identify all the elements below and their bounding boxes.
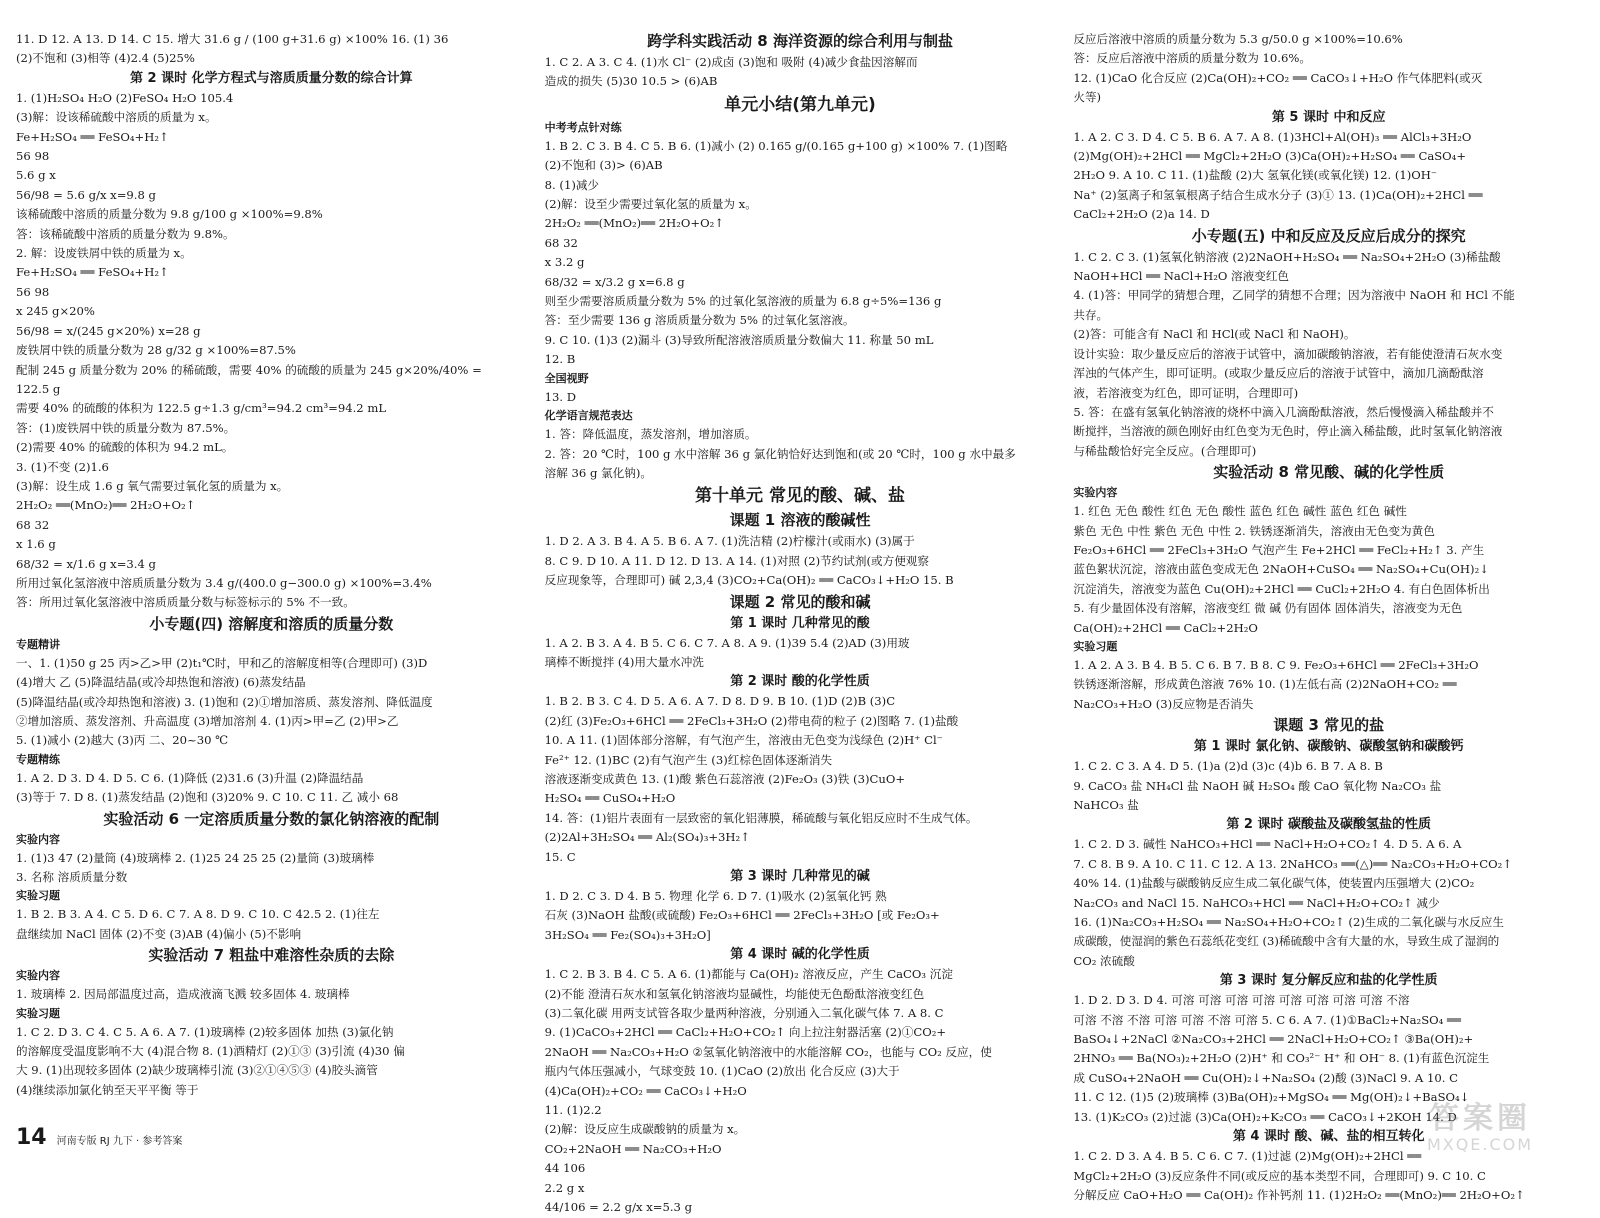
answer-line: 配制 245 g 质量分数为 20% 的稀硫酸，需要 40% 的硫酸的质量为 245 g×20%/40% =: [16, 362, 482, 377]
answer-line: 成 CuSO₄+2NaOH ══ Cu(OH)₂↓+Na₂SO₄ (2)酸 (3)NaCl 9. A 10. C: [1073, 1070, 1458, 1085]
answer-line: 废铁屑中铁的质量分数为 28 g/32 g ×100%=87.5%: [16, 343, 296, 358]
answer-line: 9. (1)CaCO₃+2HCl ══ CaCl₂+H₂O+CO₂↑ 向上拉注射器活塞 (2)①CO₂+: [544, 1025, 947, 1040]
subsection-label: 实验内容: [16, 832, 60, 846]
answer-line: 成碳酸，使湿润的紫色石蕊纸花变红 (3)稀硫酸中含有大量的水，导致生成了湿润的: [1073, 934, 1500, 949]
answer-line: (2)解：设反应生成碳酸钠的质量为 x。: [544, 1122, 746, 1137]
answer-line: 1. A 2. A 3. B 4. B 5. C 6. B 7. B 8. C 9. Fe₂O₃+6HCl ══ 2FeCl₃+3H₂O: [1073, 657, 1479, 672]
subsection-label: 中考考点针对练: [544, 120, 622, 134]
section-heading: 课题 1 溶液的酸碱性: [729, 511, 871, 530]
answer-line: 则至少需要溶质质量分数为 5% 的过氧化氢溶液的质量为 6.8 g÷5%=136 g: [544, 294, 942, 309]
page-number: 14: [16, 1125, 47, 1150]
answer-line: CO₂+2NaOH ══ Na₂CO₃+H₂O: [544, 1141, 722, 1156]
subsection-label: 实验习题: [16, 889, 60, 903]
answer-line: 68 32: [544, 235, 578, 250]
answer-line: 浑浊的气体产生，即可证明。(或取少量反应后的溶液于试管中，滴加几滴酚酞溶: [1073, 366, 1484, 381]
watermark-text: 答案圈: [1429, 1100, 1531, 1136]
answer-line: CO₂ 浓硫酸: [1073, 953, 1135, 968]
answer-line: 液，若溶液变为红色，即可证明，合理即可): [1073, 385, 1299, 400]
section-heading: 课题 2 常见的酸和碱: [729, 592, 871, 611]
answer-line: (2)2Al+3H₂SO₄ ══ Al₂(SO₄)₃+3H₂↑: [544, 830, 750, 845]
answer-line: 68/32 = x/1.6 g x=3.4 g: [16, 556, 156, 571]
answer-line: BaSO₄↓+2NaCl ②Na₂CO₃+2HCl ══ 2NaCl+H₂O+CO₂↑ ③Ba(OH)₂+: [1073, 1032, 1474, 1047]
subsection-label: 化学语言规范表达: [544, 409, 633, 423]
answer-line: (4)继续添加氯化钠至天平平衡 等于: [16, 1082, 199, 1097]
answer-line: (2)红 (3)Fe₂O₃+6HCl ══ 2FeCl₃+3H₂O (2)带电荷的粒子 (2)图略 7. (1)盐酸: [544, 713, 959, 728]
answer-line: 一、1. (1)50 g 25 丙>乙>甲 (2)t₁℃时，甲和乙的溶解度相等(合理即可) (3)D: [16, 655, 428, 670]
answer-line: 2NaOH ══ Na₂CO₃+H₂O ②氢氧化钠溶液中的水能溶解 CO₂，也能与 CO₂ 反应，使: [544, 1044, 992, 1059]
answer-line: Ca(OH)₂+2HCl ══ CaCl₂+2H₂O: [1073, 620, 1258, 635]
column-left: [16, 30, 527, 1167]
answer-line: 14. 答：(1)铝片表面有一层致密的氧化铝薄膜，稀硫酸与氧化铝反应时不生成气体。: [544, 810, 978, 825]
answer-line: 68 32: [16, 517, 50, 532]
answer-line: 答：该稀硫酸中溶质的质量分数为 9.8%。: [16, 226, 235, 241]
answer-line: (5)降温结晶(或冷却热饱和溶液) 3. (1)饱和 (2)①增加溶质、蒸发溶剂、降低温度: [16, 694, 433, 709]
section-heading: 小专题(四) 溶解度和溶质的质量分数: [149, 614, 394, 633]
answer-line: (2)不饱和 (3)> (6)AB: [544, 158, 663, 173]
answer-line: (3)等于 7. D 8. (1)蒸发结晶 (2)饱和 (3)20% 9. C 10. C 11. 乙 减小 68: [16, 790, 399, 805]
answer-line: 瓶内气体压强减小，气球变鼓 10. (1)CaO (2)放出 化合反应 (3)大于: [544, 1064, 900, 1079]
answer-line: 56/98 = 5.6 g/x x=9.8 g: [16, 187, 156, 202]
answer-line: (3)解：设生成 1.6 g 氧气需要过氧化氢的质量为 x。: [16, 478, 289, 493]
answer-line: 8. C 9. D 10. A 11. D 12. D 13. A 14. (1)对照 (2)节约试剂(或方便观察: [544, 553, 929, 568]
answer-line: 40% 14. (1)盐酸与碳酸钠反应生成二氧化碳气体，使装置内压强增大 (2)CO₂: [1073, 876, 1475, 891]
answer-line: 11. C 12. (1)5 (2)玻璃棒 (3)Ba(OH)₂+MgSO₄ ══ Mg(OH)₂↓+BaSO₄↓: [1073, 1090, 1470, 1105]
answer-line: 1. C 2. B 3. B 4. C 5. A 6. (1)都能与 Ca(OH)₂ 溶液反应，产生 CaCO₃ 沉淀: [544, 967, 953, 982]
answer-line: 56 98: [16, 284, 50, 299]
lesson-heading: 第 2 课时 化学方程式与溶质质量分数的综合计算: [130, 70, 413, 86]
subsection-label: 专题精讲: [16, 637, 60, 651]
answer-line: 大 9. (1)出现较多固体 (2)缺少玻璃棒引流 (3)②①④⑤③ (4)胶头滴管: [16, 1063, 378, 1078]
section-heading: 课题 3 常见的盐: [1273, 716, 1385, 735]
subsection-label: 专题精练: [16, 752, 60, 766]
answer-line: 2. 解：设废铁屑中铁的质量为 x。: [16, 246, 192, 261]
answer-line: NaOH+HCl ══ NaCl+H₂O 溶液变红色: [1073, 269, 1290, 284]
answer-line: 3H₂SO₄ ══ Fe₂(SO₄)₃+3H₂O]: [544, 927, 711, 942]
answer-line: ②增加溶质、蒸发溶剂、升高温度 (3)增加溶剂 4. (1)丙>甲=乙 (2)甲>乙: [16, 714, 399, 728]
answer-line: 共存。: [1073, 307, 1109, 322]
answer-line: 1. A 2. B 3. A 4. B 5. C 6. C 7. A 8. A 9. (1)39 5.4 (2)AD (3)用玻: [544, 635, 910, 650]
answer-line: 1. A 2. C 3. D 4. C 5. B 6. A 7. A 8. (1)3HCl+Al(OH)₃ ══ AlCl₃+3H₂O: [1073, 129, 1472, 144]
answer-line: 1. D 2. D 3. D 4. 可溶 可溶 可溶 可溶 可溶 可溶 可溶 可溶 不溶: [1073, 993, 1410, 1008]
column-right: [1073, 30, 1584, 1202]
answer-line: 答：反应后溶液中溶质的质量分数为 10.6%。: [1073, 51, 1311, 66]
answer-line: (2)不饱和 (3)相等 (4)2.4 (5)25%: [16, 51, 195, 66]
answer-line: 反应后溶液中溶质的质量分数为 5.3 g/50.0 g ×100%=10.6%: [1073, 32, 1403, 46]
answer-line: H₂SO₄ ══ CuSO₄+H₂O: [544, 791, 676, 806]
answer-line: 9. CaCO₃ 盐 NH₄Cl 盐 NaOH 碱 H₂SO₄ 酸 CaO 氧化物 Na₂CO₃ 盐: [1073, 778, 1442, 793]
answer-line: NaHCO₃ 盐: [1073, 798, 1139, 812]
lesson-heading: 第 2 课时 酸的化学性质: [730, 674, 870, 690]
answer-line: 可溶 不溶 不溶 可溶 可溶 不溶 可溶 5. C 6. A 7. (1)①BaCl₂+Na₂SO₄ ══: [1073, 1012, 1461, 1027]
answer-line: CaCl₂+2H₂O (2)a 14. D: [1073, 207, 1210, 222]
section-heading: 第十单元 常见的酸、碱、盐: [695, 486, 905, 507]
answer-line: 13. D: [544, 389, 577, 404]
answer-line: 5. 答：在盛有氢氧化钠溶液的烧杯中滴入几滴酚酞溶液，然后慢慢滴入稀盐酸并不: [1073, 404, 1494, 419]
answer-line: 1. D 2. A 3. B 4. A 5. B 6. A 7. (1)洗洁精 (2)柠檬汁(或雨水) (3)属于: [544, 534, 915, 549]
answer-line: Na₂CO₃ and NaCl 15. NaHCO₃+HCl ══ NaCl+H₂O+CO₂↑ 减少: [1073, 895, 1440, 910]
lesson-heading: 第 3 课时 几种常见的碱: [730, 869, 870, 884]
answer-line: 1. (1)H₂SO₄ H₂O (2)FeSO₄ H₂O 105.4: [16, 90, 234, 105]
answer-line: 10. A 11. (1)固体部分溶解，有气泡产生，溶液由无色变为浅绿色 (2)H⁺ Cl⁻: [544, 733, 943, 748]
subsection-label: 全国视野: [544, 371, 589, 385]
answer-line: 5. (1)减小 (2)越大 (3)丙 二、20~30 ℃: [16, 733, 229, 748]
lesson-heading: 第 5 课时 中和反应: [1271, 109, 1386, 125]
answer-line: 1. B 2. C 3. B 4. C 5. B 6. (1)减小 (2) 0.165 g/(0.165 g+100 g) ×100% 7. (1)图略: [544, 138, 1008, 153]
answer-line: 1. C 2. C 3. A 4. D 5. (1)a (2)d (3)c (4)b 6. B 7. A 8. B: [1073, 759, 1383, 774]
section-heading: 实验活动 7 粗盐中难溶性杂质的去除: [148, 946, 395, 965]
answer-line: 1. (1)3 47 (2)量筒 (4)玻璃棒 2. (1)25 24 25 25 (2)量筒 (3)玻璃棒: [16, 850, 375, 865]
answer-line: 答：(1)废铁屑中铁的质量分数为 87.5%。: [16, 420, 236, 435]
answer-line: Fe+H₂SO₄ ══ FeSO₄+H₂↑: [16, 265, 169, 280]
lesson-heading: 第 1 课时 氯化钠、碳酸钠、碳酸氢钠和碳酸钙: [1193, 739, 1464, 755]
answer-line: 15. C: [544, 849, 576, 864]
answer-line: (4)增大 乙 (5)降温结晶(或冷却热饱和溶液) (6)蒸发结晶: [16, 675, 306, 690]
answer-line: 1. C 2. A 3. C 4. (1)水 Cl⁻ (2)成卤 (3)饱和 吸附 (4)减少食盐因溶解而: [544, 55, 918, 69]
answer-line: 3. (1)不变 (2)1.6: [16, 459, 109, 474]
answer-line: 蓝色絮状沉淀，溶液由蓝色变成无色 2NaOH+CuSO₄ ══ Na₂SO₄+Cu(OH)₂↓: [1073, 562, 1489, 577]
answer-line: 1. C 2. D 3. C 4. C 5. A 6. A 7. (1)玻璃棒 (2)较多固体 加热 (3)氯化钠: [16, 1024, 394, 1039]
answer-line: (4)Ca(OH)₂+CO₂ ══ CaCO₃↓+H₂O: [544, 1083, 747, 1098]
answer-line: 1. C 2. D 3. A 4. B 5. C 6. C 7. (1)过滤 (2)Mg(OH)₂+2HCl ══: [1073, 1149, 1422, 1164]
answer-line: Na⁺ (2)氢离子和氢氧根离子结合生成水分子 (3)① 13. (1)Ca(OH)₂+2HCl ══: [1073, 187, 1483, 202]
answer-line: 2.2 g x: [544, 1180, 585, 1195]
answer-line: Fe₂O₃+6HCl ══ 2FeCl₃+3H₂O 气泡产生 Fe+2HCl ══ FeCl₂+H₂↑ 3. 产生: [1073, 542, 1485, 557]
answer-line: x 3.2 g: [544, 255, 585, 270]
answer-line: 铁锈逐渐溶解，形成黄色溶液 76% 10. (1)左低右高 (2)2NaOH+CO₂ ══: [1073, 677, 1457, 692]
answer-line: 断搅拌，当溶液的颜色刚好由红色变为无色时，停止滴入稀盐酸，此时氢氧化钠溶液: [1073, 424, 1503, 439]
answer-line: 9. C 10. (1)3 (2)漏斗 (3)导致所配溶液溶质质量分数偏大 11. 称量 50 mL: [544, 332, 934, 347]
section-heading: 跨学科实践活动 8 海洋资源的综合利用与制盐: [647, 32, 953, 50]
watermark-logo: [1380, 1099, 1580, 1157]
answer-line: x 245 g×20%: [16, 304, 95, 319]
answer-line: 1. C 2. C 3. (1)氢氧化钠溶液 (2)2NaOH+H₂SO₄ ══ Na₂SO₄+2H₂O (3)稀盐酸: [1073, 249, 1501, 264]
subsection-label: 实验习题: [1073, 639, 1118, 653]
answer-line: 12. B: [544, 352, 576, 367]
answer-line: (2)答：可能含有 NaCl 和 HCl(或 NaCl 和 NaOH)。: [1073, 327, 1356, 342]
answer-line: 答：所用过氧化氢溶液中溶质质量分数与标签标示的 5% 不一致。: [16, 595, 355, 610]
answer-line: 56/98 = x/(245 g×20%) x=28 g: [16, 323, 201, 338]
answer-line: 沉淀消失，溶液变为蓝色 Cu(OH)₂+2HCl ══ CuCl₂+2H₂O 4. 有白色固体析出: [1073, 581, 1490, 596]
answer-line: 反应现象等，合理即可) 碱 2,3,4 (3)CO₂+Ca(OH)₂ ══ CaCO₃↓+H₂O 15. B: [544, 573, 954, 588]
answer-line: 设计实验：取少量反应后的溶液于试管中，滴加碳酸钠溶液，若有能使澄清石灰水变: [1073, 346, 1503, 361]
answer-line: 5.6 g x: [16, 168, 56, 183]
answer-line: (2)解：设至少需要过氧化氢的质量为 x。: [544, 197, 757, 212]
answer-line: 2H₂O 9. A 10. C 11. (1)盐酸 (2)大 氢氧化镁(或氧化镁) 12. (1)OH⁻: [1073, 168, 1438, 183]
answer-line: 11. D 12. A 13. D 14. C 15. 增大 31.6 g / (100 g+31.6 g) ×100% 16. (1) 36: [16, 32, 449, 46]
section-heading: 实验活动 6 一定溶质质量分数的氯化钠溶液的配制: [103, 809, 440, 828]
lesson-heading: 第 4 课时 碱的化学性质: [730, 947, 870, 963]
answer-line: 溶解 36 g 氯化钠)。: [544, 465, 652, 480]
answer-line: (2)Mg(OH)₂+2HCl ══ MgCl₂+2H₂O (3)Ca(OH)₂+H₂SO₄ ══ CaSO₄+: [1073, 149, 1467, 164]
answer-line: 1. 玻璃棒 2. 因局部温度过高，造成液滴飞溅 较多固体 4. 玻璃棒: [16, 987, 350, 1002]
answer-line: 2H₂O₂ ══(MnO₂)══ 2H₂O+O₂↑: [544, 216, 725, 231]
answer-line: 56 98: [16, 149, 50, 164]
lesson-heading: 第 2 课时 碳酸盐及碳酸氢盐的性质: [1226, 817, 1431, 833]
answer-line: 3. 名称 溶质质量分数: [16, 870, 128, 885]
answer-line: 分解反应 CaO+H₂O ══ Ca(OH)₂ 作补钙剂 11. (1)2H₂O₂ ══(MnO₂)══ 2H₂O+O₂↑: [1073, 1187, 1525, 1202]
subsection-label: 实验内容: [16, 969, 60, 983]
answer-line: Fe+H₂SO₄ ══ FeSO₄+H₂↑: [16, 129, 169, 144]
answer-line: 8. (1)减少: [544, 177, 600, 192]
page-footer: [16, 1127, 182, 1149]
answer-line: 12. (1)CaO 化合反应 (2)Ca(OH)₂+CO₂ ══ CaCO₃↓+H₂O 作气体肥料(或灭: [1073, 70, 1483, 85]
subsection-label: 实验内容: [1073, 486, 1118, 500]
answer-line: 68/32 = x/3.2 g x=6.8 g: [544, 274, 685, 289]
answer-line: 与稀盐酸恰好完全反应。(合理即可): [1073, 443, 1257, 458]
answer-line: (3)二氧化碳 用两支试管各取少量两种溶液，分别通入二氧化碳气体 7. A 8. C: [544, 1006, 944, 1021]
lesson-heading: 第 3 课时 复分解反应和盐的化学性质: [1219, 973, 1438, 989]
answer-line: 答：至少需要 136 g 溶质质量分数为 5% 的过氧化氢溶液。: [544, 313, 855, 328]
answer-line: 紫色 无色 中性 紫色 无色 中性 2. 铁锈逐渐消失，溶液由无色变为黄色: [1073, 523, 1435, 538]
answer-line: 1. B 2. B 3. A 4. C 5. D 6. C 7. A 8. D 9. C 10. C 42.5 2. (1)往左: [16, 907, 380, 922]
answer-line: 溶液逐渐变成黄色 13. (1)酸 紫色石蕊溶液 (2)Fe₂O₃ (3)铁 (3)CuO+: [544, 771, 906, 786]
footer-label: 河南专版 RJ 九下 · 参考答案: [56, 1136, 183, 1147]
answer-line: 5. 有少量固体没有溶解，溶液变红 微 碱 仍有固体 固体消失，溶液变为无色: [1073, 601, 1463, 616]
answer-line: 1. C 2. D 3. 碱性 NaHCO₃+HCl ══ NaCl+H₂O+CO₂↑ 4. D 5. A 6. A: [1073, 837, 1462, 852]
answer-line: 44 106: [544, 1161, 586, 1176]
answer-line: 2H₂O₂ ══(MnO₂)══ 2H₂O+O₂↑: [16, 498, 196, 513]
answer-line: 13. (1)K₂CO₃ (2)过滤 (3)Ca(OH)₂+K₂CO₃ ══ CaCO₃↓+2KOH 14. D: [1073, 1109, 1457, 1124]
answer-line: x 1.6 g: [16, 537, 56, 552]
answer-line: 4. (1)答：甲同学的猜想合理，乙同学的猜想不合理；因为溶液中 NaOH 和 HCl 不能: [1073, 288, 1515, 303]
answer-line: (3)解：设该稀硫酸中溶质的质量为 x。: [16, 110, 217, 125]
lesson-heading: 第 1 课时 几种常见的酸: [730, 615, 870, 631]
answer-line: 盘继续加 NaCl 固体 (2)不变 (3)AB (4)偏小 (5)不影响: [16, 926, 302, 941]
answer-line: 2HNO₃ ══ Ba(NO₃)₂+2H₂O (2)H⁺ 和 CO₃²⁻ H⁺ 和 OH⁻ 8. (1)有蓝色沉淀生: [1073, 1051, 1490, 1066]
answer-line: 璃棒不断搅拌 (4)用大量水冲洗: [544, 654, 704, 669]
section-heading: 单元小结(第九单元): [724, 94, 876, 115]
answer-line: 石灰 (3)NaOH 盐酸(或硫酸) Fe₂O₃+6HCl ══ 2FeCl₃+3H₂O [或 Fe₂O₃+: [544, 908, 940, 923]
watermark-url: MXQE.COM: [1426, 1134, 1534, 1154]
answer-line: (2)需要 40% 的硫酸的体积为 94.2 mL。: [16, 440, 234, 455]
answer-line: 7. C 8. B 9. A 10. C 11. C 12. A 13. 2NaHCO₃ ══(△)══ Na₂CO₃+H₂O+CO₂↑: [1073, 856, 1513, 871]
answer-line: 2. 答：20 ℃时，100 g 水中溶解 36 g 氯化钠恰好达到饱和(或 20 ℃时，100 g 水中最多: [544, 446, 1016, 461]
answer-line: Na₂CO₃+H₂O (3)反应物是否消失: [1073, 696, 1254, 711]
answer-line: 1. 答：降低温度，蒸发溶剂，增加溶质。: [544, 427, 757, 442]
answer-line: 44/106 = 2.2 g/x x=5.3 g: [544, 1200, 693, 1215]
answer-line: 11. (1)2.2: [544, 1103, 602, 1118]
answer-line: 所用过氧化氢溶液中溶质质量分数为 3.4 g/(400.0 g−300.0 g) ×100%=3.4%: [16, 575, 432, 590]
answer-line: (2)不能 澄清石灰水和氢氧化钠溶液均显碱性，均能使无色酚酞溶液变红色: [544, 986, 925, 1001]
lesson-heading: 第 4 课时 酸、碱、盐的相互转化: [1232, 1129, 1425, 1145]
section-heading: 实验活动 8 常见酸、碱的化学性质: [1213, 463, 1445, 482]
answer-line: 122.5 g: [16, 381, 61, 396]
answer-line: 的溶解度受温度影响不大 (4)混合物 8. (1)酒精灯 (2)①③ (3)引流 (4)30 偏: [16, 1044, 405, 1059]
answer-line: 1. D 2. C 3. D 4. B 5. 物理 化学 6. D 7. (1)吸水 (2)氢氧化钙 熟: [544, 889, 887, 903]
answer-line: 1. 红色 无色 酸性 红色 无色 酸性 蓝色 红色 碱性 蓝色 红色 碱性: [1073, 504, 1407, 519]
section-heading: 小专题(五) 中和反应及反应后成分的探究: [1191, 226, 1466, 245]
answer-line: Fe²⁺ 12. (1)BC (2)有气泡产生 (3)红棕色固体逐渐消失: [544, 752, 833, 767]
answer-line: 火等): [1073, 90, 1102, 105]
answer-line: MgCl₂+2H₂O (3)反应条件不同(或反应的基本类型不同，合理即可) 9. C 10. C: [1073, 1168, 1486, 1183]
subsection-label: 实验习题: [16, 1006, 60, 1020]
answer-line: 造成的损失 (5)30 10.5 > (6)AB: [544, 74, 718, 89]
answer-line: 1. A 2. D 3. D 4. D 5. C 6. (1)降低 (2)31.6 (3)升温 (2)降温结晶: [16, 770, 364, 785]
answer-line: 需要 40% 的硫酸的体积为 122.5 g÷1.3 g/cm³=94.2 cm³=94.2 mL: [16, 401, 387, 416]
column-middle: [544, 30, 1056, 1215]
answer-line: 该稀硫酸中溶质的质量分数为 9.8 g/100 g ×100%=9.8%: [16, 207, 323, 222]
answer-line: 1. B 2. B 3. C 4. D 5. A 6. A 7. D 8. D 9. B 10. (1)D (2)B (3)C: [544, 694, 896, 709]
answer-line: 16. (1)Na₂CO₃+H₂SO₄ ══ Na₂SO₄+H₂O+CO₂↑ (2)生成的二氧化碳与水反应生: [1073, 915, 1504, 930]
